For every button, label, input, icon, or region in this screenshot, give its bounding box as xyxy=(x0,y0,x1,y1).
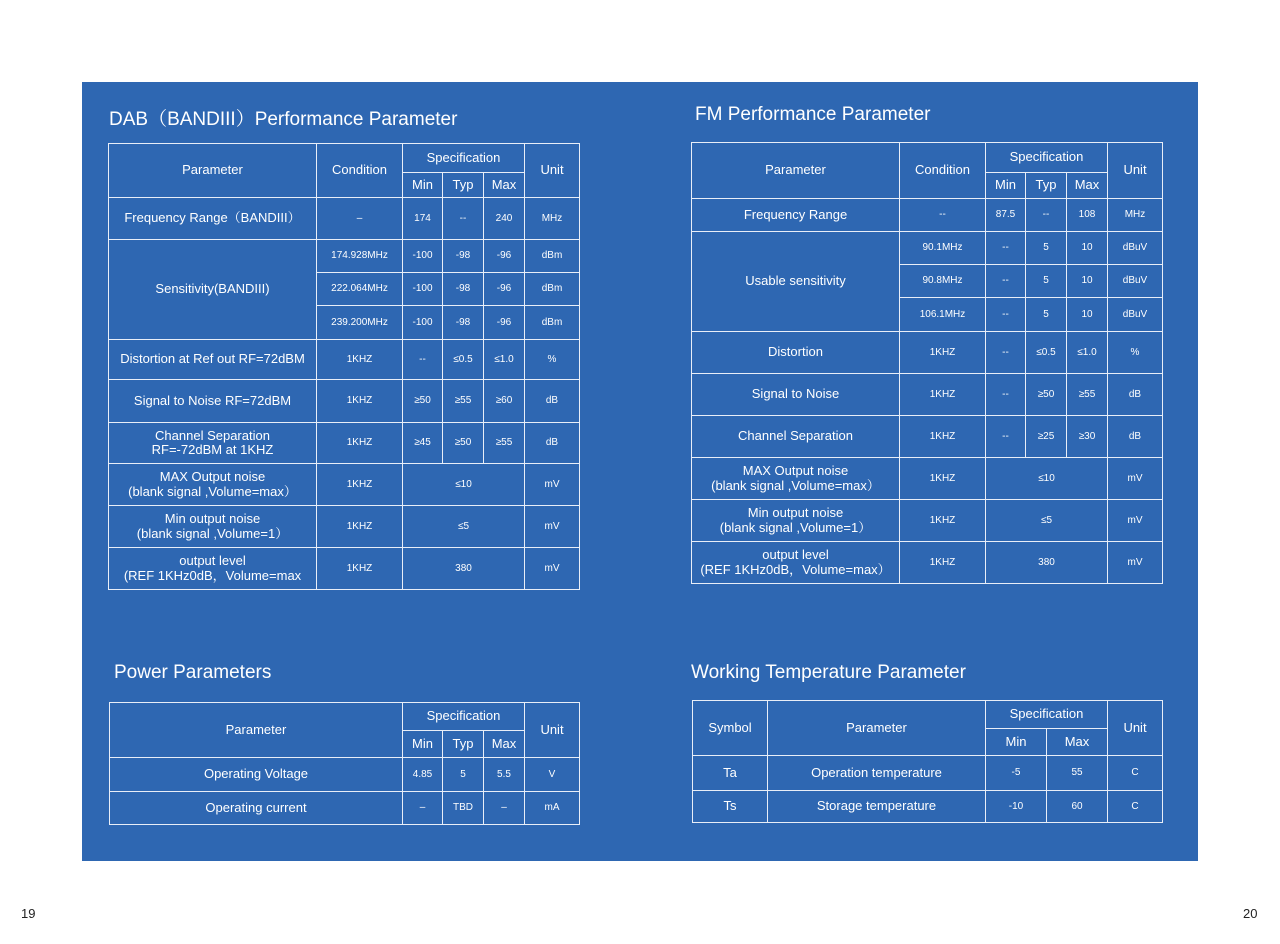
dab-title: DAB（BANDIII）Performance Parameter xyxy=(109,109,458,130)
table-row xyxy=(692,416,1163,458)
param-cell: Distortion xyxy=(692,332,900,374)
param-cell xyxy=(692,500,900,542)
unit-cell: dB xyxy=(1108,374,1163,416)
table-row xyxy=(692,232,1163,265)
param-cell: Distortion at Ref out RF=72dBM xyxy=(109,340,317,380)
unit-cell: dBuV xyxy=(1108,232,1163,265)
table-row xyxy=(109,380,580,423)
max-cell: 55 xyxy=(1047,756,1108,791)
table-row xyxy=(693,791,1163,823)
dab-header-max: Max xyxy=(484,173,525,198)
condition-cell: 239.200MHz xyxy=(317,306,403,340)
param-line: output level xyxy=(762,547,829,563)
typ-cell: ≥50 xyxy=(1026,374,1067,416)
fm-header-min: Min xyxy=(986,173,1026,199)
param-cell: Channel Separation xyxy=(692,416,900,458)
dab-header-specification: Specification xyxy=(403,144,525,173)
unit-cell: C xyxy=(1108,791,1163,823)
max-cell: 108 xyxy=(1067,199,1108,232)
param-line: output level xyxy=(179,553,246,569)
table-row xyxy=(109,506,580,548)
unit-cell: dB xyxy=(1108,416,1163,458)
param-line: (REF 1KHz0dB，Volume=max） xyxy=(700,561,891,577)
dab-header-unit: Unit xyxy=(525,144,580,198)
power-title: Power Parameters xyxy=(114,662,272,683)
unit-cell: dBm xyxy=(525,273,580,306)
condition-cell: 1KHZ xyxy=(317,506,403,548)
typ-cell: -98 xyxy=(443,306,484,340)
table-row xyxy=(692,199,1163,232)
condition-cell: 1KHZ xyxy=(900,500,986,542)
table-row xyxy=(692,374,1163,416)
unit-cell: mV xyxy=(1108,500,1163,542)
typ-cell: ≤0.5 xyxy=(1026,332,1067,374)
table-row xyxy=(692,332,1163,374)
param-line: (REF 1KHz0dB，Volume=max xyxy=(123,567,302,583)
table-row xyxy=(692,458,1163,500)
typ-cell: 5 xyxy=(1026,298,1067,332)
param-cell: Sensitivity(BANDIII) xyxy=(109,240,317,340)
min-cell: ≥45 xyxy=(403,423,443,464)
table-row xyxy=(110,792,580,825)
max-cell: 10 xyxy=(1067,265,1108,298)
condition-cell: 222.064MHz xyxy=(317,273,403,306)
table-row xyxy=(110,758,580,792)
param-cell xyxy=(109,548,317,590)
unit-cell: C xyxy=(1108,756,1163,791)
max-cell: 10 xyxy=(1067,298,1108,332)
table-row xyxy=(109,548,580,590)
typ-cell: 5 xyxy=(443,758,484,792)
param-line: RF=-72dBM at 1KHZ xyxy=(151,442,274,457)
max-cell: ≤1.0 xyxy=(484,340,525,380)
fm-header-typ: Typ xyxy=(1026,173,1067,199)
min-cell: -- xyxy=(986,265,1026,298)
typ-cell: -- xyxy=(443,198,484,240)
param-line: Channel Separation xyxy=(155,427,270,443)
dab-header-parameter: Parameter xyxy=(109,144,317,198)
max-cell: -96 xyxy=(484,273,525,306)
power-header-typ: Typ xyxy=(443,731,484,758)
max-cell: 240 xyxy=(484,198,525,240)
param-cell: Operating Voltage xyxy=(110,758,403,792)
typ-cell: ≥55 xyxy=(443,380,484,423)
dab-header-min: Min xyxy=(403,173,443,198)
dab-header-condition: Condition xyxy=(317,144,403,198)
unit-cell: dB xyxy=(525,380,580,423)
fm-header-parameter: Parameter xyxy=(692,143,900,199)
condition-cell: 1KHZ xyxy=(900,332,986,374)
min-cell: -- xyxy=(986,232,1026,265)
min-cell: -100 xyxy=(403,240,443,273)
min-cell: -- xyxy=(986,298,1026,332)
unit-cell: mV xyxy=(525,548,580,590)
table-row xyxy=(692,542,1163,584)
dab-header-typ: Typ xyxy=(443,173,484,198)
condition-cell: 90.1MHz xyxy=(900,232,986,265)
table-row xyxy=(109,464,580,506)
condition-cell: 1KHZ xyxy=(900,542,986,584)
unit-cell: % xyxy=(1108,332,1163,374)
param-line: (blank signal ,Volume=1） xyxy=(719,519,872,535)
param-cell: Usable sensitivity xyxy=(692,232,900,332)
min-cell: 4.85 xyxy=(403,758,443,792)
power-header-parameter: Parameter xyxy=(110,703,403,758)
condition-cell: – xyxy=(317,198,403,240)
param-line: Min output noise xyxy=(747,505,844,521)
min-cell: – xyxy=(403,792,443,825)
unit-cell: dBuV xyxy=(1108,298,1163,332)
temp-header-parameter: Parameter xyxy=(768,701,986,756)
condition-cell: 1KHZ xyxy=(900,416,986,458)
unit-cell: mV xyxy=(1108,458,1163,500)
fm-header-specification: Specification xyxy=(986,143,1108,173)
temp-title: Working Temperature Parameter xyxy=(691,662,966,683)
param-cell: Operating current xyxy=(110,792,403,825)
unit-cell: dBm xyxy=(525,306,580,340)
table-row xyxy=(109,423,580,464)
unit-cell: dBm xyxy=(525,240,580,273)
symbol-cell: Ta xyxy=(693,756,768,791)
typ-cell: ≥50 xyxy=(443,423,484,464)
temp-header-max: Max xyxy=(1047,729,1108,756)
param-cell xyxy=(692,458,900,500)
typ-cell: 5 xyxy=(1026,265,1067,298)
param-cell xyxy=(692,542,900,584)
param-line: (blank signal ,Volume=max） xyxy=(711,477,880,493)
typ-cell: -- xyxy=(1026,199,1067,232)
typ-cell: 5 xyxy=(1026,232,1067,265)
min-cell: -- xyxy=(986,332,1026,374)
param-line: (blank signal ,Volume=1） xyxy=(136,525,289,541)
param-line: MAX Output noise xyxy=(159,469,266,485)
max-cell: 10 xyxy=(1067,232,1108,265)
typ-cell: TBD xyxy=(443,792,484,825)
min-cell: -100 xyxy=(403,273,443,306)
condition-cell: 1KHZ xyxy=(317,423,403,464)
page-number-right: 20 xyxy=(1243,906,1258,921)
param-cell xyxy=(109,423,317,464)
condition-cell: 106.1MHz xyxy=(900,298,986,332)
power-header-min: Min xyxy=(403,731,443,758)
power-header-max: Max xyxy=(484,731,525,758)
temp-table xyxy=(692,700,1163,823)
condition-cell: 1KHZ xyxy=(900,374,986,416)
min-cell: -- xyxy=(986,374,1026,416)
max-cell: – xyxy=(484,792,525,825)
min-cell: -- xyxy=(986,416,1026,458)
min-cell: -100 xyxy=(403,306,443,340)
max-cell: ≥55 xyxy=(1067,374,1108,416)
max-cell: 5.5 xyxy=(484,758,525,792)
table-row xyxy=(109,240,580,273)
condition-cell: 1KHZ xyxy=(317,340,403,380)
unit-cell: MHz xyxy=(525,198,580,240)
value-cell: ≤10 xyxy=(986,458,1108,500)
temp-header-symbol: Symbol xyxy=(693,701,768,756)
max-cell: ≤1.0 xyxy=(1067,332,1108,374)
unit-cell: % xyxy=(525,340,580,380)
temp-header-specification: Specification xyxy=(986,701,1108,729)
condition-cell: 1KHZ xyxy=(900,458,986,500)
value-cell: ≤10 xyxy=(403,464,525,506)
max-cell: ≥55 xyxy=(484,423,525,464)
min-cell: -10 xyxy=(986,791,1047,823)
value-cell: 380 xyxy=(986,542,1108,584)
table-row xyxy=(692,500,1163,542)
table-row xyxy=(109,340,580,380)
condition-cell: 174.928MHz xyxy=(317,240,403,273)
unit-cell: mA xyxy=(525,792,580,825)
condition-cell: 1KHZ xyxy=(317,464,403,506)
min-cell: 87.5 xyxy=(986,199,1026,232)
table-row xyxy=(693,756,1163,791)
value-cell: 380 xyxy=(403,548,525,590)
param-cell: Frequency Range xyxy=(692,199,900,232)
min-cell: 174 xyxy=(403,198,443,240)
fm-header-condition: Condition xyxy=(900,143,986,199)
temp-header-min: Min xyxy=(986,729,1047,756)
unit-cell: mV xyxy=(525,464,580,506)
param-line: MAX Output noise xyxy=(742,463,849,479)
condition-cell: -- xyxy=(900,199,986,232)
max-cell: -96 xyxy=(484,240,525,273)
min-cell: ≥50 xyxy=(403,380,443,423)
symbol-cell: Ts xyxy=(693,791,768,823)
fm-header-unit: Unit xyxy=(1108,143,1163,199)
typ-cell: -98 xyxy=(443,273,484,306)
unit-cell: V xyxy=(525,758,580,792)
param-line: (blank signal ,Volume=max） xyxy=(128,483,297,499)
max-cell: -96 xyxy=(484,306,525,340)
max-cell: ≥30 xyxy=(1067,416,1108,458)
param-cell: Signal to Noise RF=72dBM xyxy=(109,380,317,423)
unit-cell: dBuV xyxy=(1108,265,1163,298)
max-cell: ≥60 xyxy=(484,380,525,423)
min-cell: -5 xyxy=(986,756,1047,791)
fm-table xyxy=(691,142,1163,584)
value-cell: ≤5 xyxy=(403,506,525,548)
power-table xyxy=(109,702,580,825)
param-cell: Storage temperature xyxy=(768,791,986,823)
unit-cell: mV xyxy=(525,506,580,548)
fm-title: FM Performance Parameter xyxy=(695,104,931,125)
typ-cell: ≥25 xyxy=(1026,416,1067,458)
dab-table xyxy=(108,143,580,590)
param-cell: Signal to Noise xyxy=(692,374,900,416)
param-cell xyxy=(109,464,317,506)
param-cell: Frequency Range（BANDIII） xyxy=(109,198,317,240)
condition-cell: 1KHZ xyxy=(317,380,403,423)
typ-cell: -98 xyxy=(443,240,484,273)
unit-cell: dB xyxy=(525,423,580,464)
typ-cell: ≤0.5 xyxy=(443,340,484,380)
power-header-specification: Specification xyxy=(403,703,525,731)
value-cell: ≤5 xyxy=(986,500,1108,542)
param-line: Min output noise xyxy=(164,511,261,527)
fm-header-max: Max xyxy=(1067,173,1108,199)
table-row xyxy=(109,198,580,240)
page-number-left: 19 xyxy=(21,906,36,921)
min-cell: -- xyxy=(403,340,443,380)
condition-cell: 1KHZ xyxy=(317,548,403,590)
unit-cell: mV xyxy=(1108,542,1163,584)
power-header-unit: Unit xyxy=(525,703,580,758)
param-cell xyxy=(109,506,317,548)
unit-cell: MHz xyxy=(1108,199,1163,232)
param-cell: Operation temperature xyxy=(768,756,986,791)
max-cell: 60 xyxy=(1047,791,1108,823)
condition-cell: 90.8MHz xyxy=(900,265,986,298)
temp-header-unit: Unit xyxy=(1108,701,1163,756)
